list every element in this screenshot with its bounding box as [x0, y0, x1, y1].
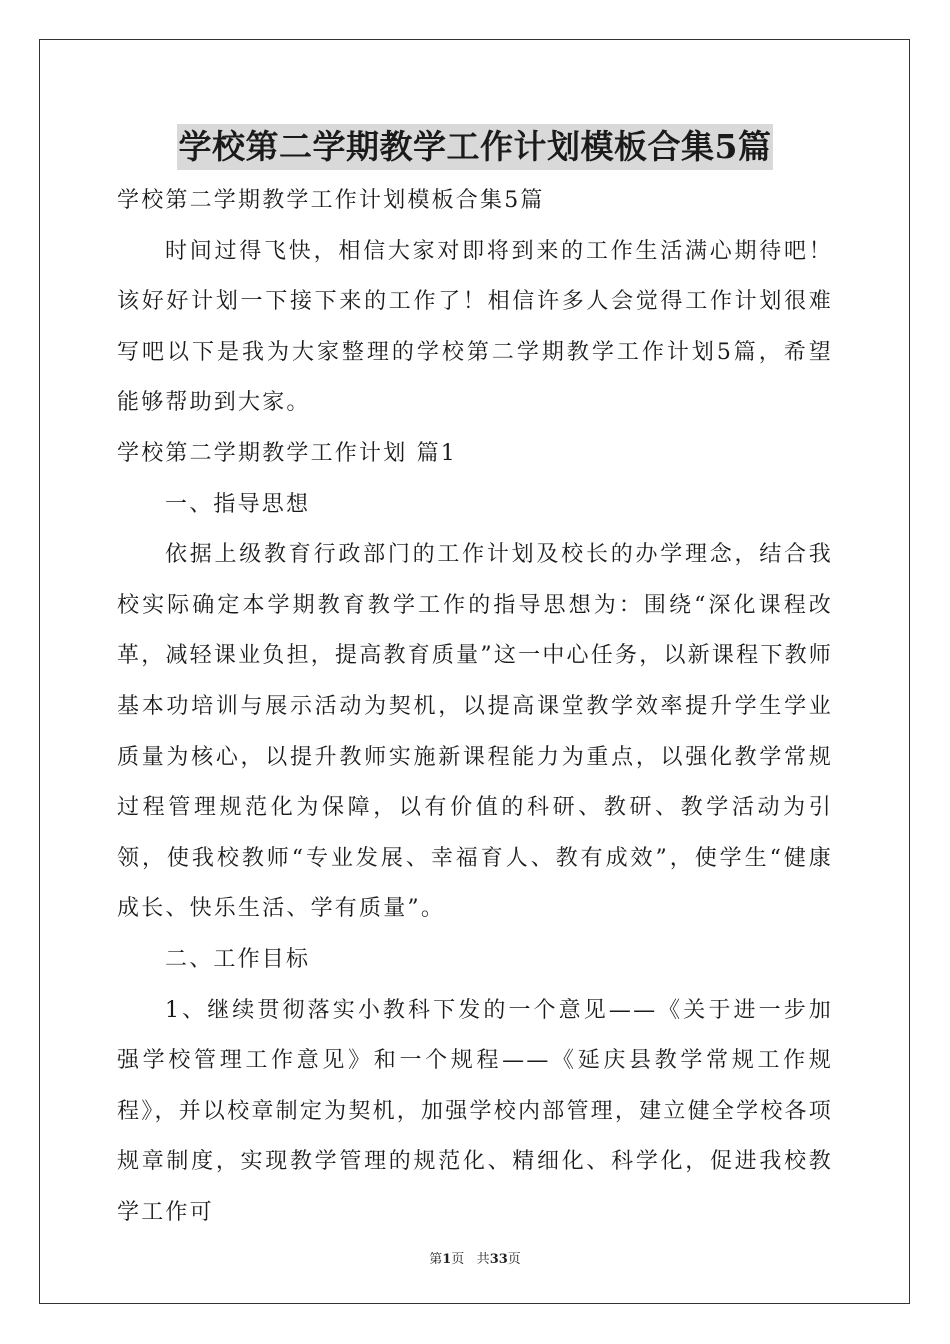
document-title: 学校第二学期教学工作计划模板合集5篇 [177, 124, 774, 170]
guiding-thought-paragraph: 依据上级教育行政部门的工作计划及校长的办学理念，结合我校实际确定本学期教育教学工作的指导思想为：围绕“深化课程改革，减轻课业负担，提高教育质量”这一中心任务，以新课程下教师基本功培训与展示活动为契机，以提高课堂教学效率提升学生学业质量为核心，以提升教师实施新课程能力为重点，以强化教学常规过程管理规范化为保障，以有价值的科研、教研、教学活动为引领，使我校教师“专业发展、幸福育人、教有成效”，使学生“健康成长、快乐生活、学有质量”。 [117, 542, 833, 922]
title-wrap [0, 124, 950, 170]
page-suffix: 页 [451, 1252, 465, 1267]
page-footer [0, 1248, 950, 1267]
page-prefix: 第 [429, 1252, 443, 1267]
document-body [117, 176, 833, 1238]
section-heading: 学校第二学期教学工作计划 篇1 [117, 440, 457, 466]
work-goals-heading: 二、工作目标 [165, 946, 311, 972]
page-number: 1 [442, 1252, 452, 1267]
subtitle-paragraph: 学校第二学期教学工作计划模板合集5篇 [117, 188, 545, 213]
intro-paragraph: 时间过得飞快，相信大家对即将到来的工作生活满心期待吧！该好好计划一下接下来的工作了！相信许多人会觉得工作计划很难写吧以下是我为大家整理的学校第二学期教学工作计划5篇，希望能够帮助到大家。 [117, 238, 833, 416]
work-goals-paragraph: 1、继续贯彻落实小教科下发的一个意见——《关于进一步加强学校管理工作意见》和一个规程——《延庆县教学常规工作规程》，并以校章制定为契机，加强学校内部管理，建立健全学校各项规章制度，实现教学管理的规范化、精细化、科学化，促进我校教学工作可 [117, 997, 833, 1225]
total-pages: 33 [489, 1252, 508, 1267]
guiding-thought-heading: 一、指导思想 [165, 491, 311, 517]
total-suffix: 页 [507, 1252, 521, 1267]
total-prefix: 共 [476, 1252, 490, 1267]
